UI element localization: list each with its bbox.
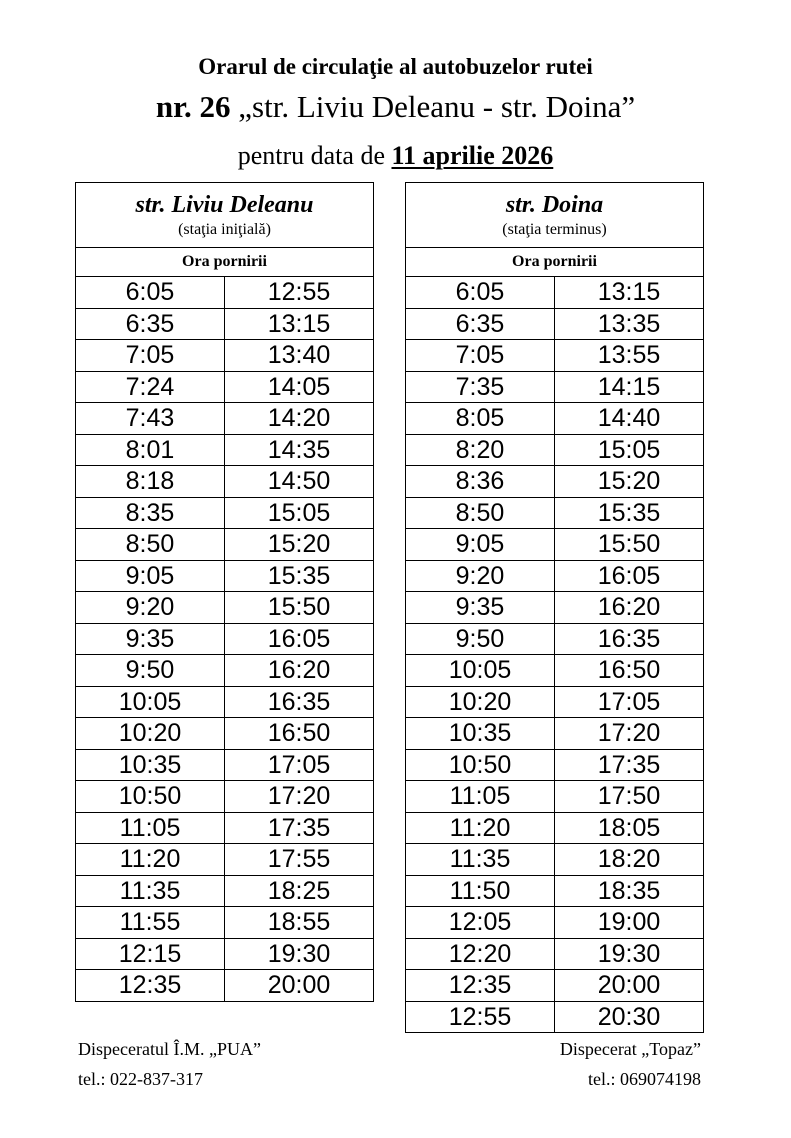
departure-time: 9:35 [406,592,555,624]
time-row [406,686,704,718]
time-row [406,277,704,309]
time-row [76,812,374,844]
route-number: nr. 26 [155,89,231,124]
departure-time: 11:20 [406,812,555,844]
departure-time: 14:20 [225,403,374,435]
departure-time: 12:05 [406,907,555,939]
departure-time: 9:50 [406,623,555,655]
time-row [406,497,704,529]
left-times-body [76,277,374,1002]
departure-time: 6:05 [406,277,555,309]
left-phone: tel.: 022-837-317 [78,1069,203,1089]
departure-time: 16:05 [225,623,374,655]
departure-time: 10:05 [76,686,225,718]
time-row [76,529,374,561]
departure-time: 14:40 [555,403,704,435]
time-row [76,970,374,1002]
date-line [0,141,791,171]
departure-time: 7:35 [406,371,555,403]
departure-time: 16:35 [225,686,374,718]
time-row [406,749,704,781]
left-departure-header: Ora pornirii [76,248,374,277]
departure-time: 8:05 [406,403,555,435]
left-stop-header [76,183,374,248]
time-row [406,403,704,435]
departure-time: 8:18 [76,466,225,498]
departure-time: 8:20 [406,434,555,466]
departure-time: 17:20 [555,718,704,750]
time-row [76,686,374,718]
departure-time: 15:50 [225,592,374,624]
time-row [406,371,704,403]
departure-time: 11:35 [76,875,225,907]
departure-time: 10:50 [406,749,555,781]
time-row [406,970,704,1002]
departure-time: 8:35 [76,497,225,529]
departure-time: 17:50 [555,781,704,813]
departure-time: 16:20 [225,655,374,687]
departure-time: 8:36 [406,466,555,498]
departure-time: 14:35 [225,434,374,466]
departure-time: 10:35 [406,718,555,750]
time-row [76,434,374,466]
departure-time: 19:30 [555,938,704,970]
departure-time: 10:50 [76,781,225,813]
departure-time: 15:05 [555,434,704,466]
time-row [406,844,704,876]
departure-time: 15:05 [225,497,374,529]
time-row [406,875,704,907]
departure-time: 6:05 [76,277,225,309]
departure-time: 9:50 [76,655,225,687]
time-row [406,655,704,687]
departure-time: 11:20 [76,844,225,876]
time-row [76,403,374,435]
right-departure-header: Ora pornirii [406,248,704,277]
departure-time: 9:05 [406,529,555,561]
right-schedule-table [405,182,704,1033]
departure-time: 10:05 [406,655,555,687]
time-row [76,277,374,309]
departure-time: 15:20 [555,466,704,498]
time-row [406,466,704,498]
departure-time: 12:55 [225,277,374,309]
departure-time: 9:20 [406,560,555,592]
time-row [406,308,704,340]
right-times-body [406,277,704,1033]
departure-time: 9:35 [76,623,225,655]
departure-time: 16:50 [555,655,704,687]
departure-time: 18:20 [555,844,704,876]
time-row [76,308,374,340]
time-row [76,844,374,876]
time-row [406,718,704,750]
time-row [76,466,374,498]
departure-time: 13:35 [555,308,704,340]
departure-time: 11:55 [76,907,225,939]
departure-time: 8:50 [76,529,225,561]
departure-time: 6:35 [76,308,225,340]
time-row [406,938,704,970]
time-row [406,781,704,813]
departure-time: 12:20 [406,938,555,970]
departure-time: 12:55 [406,1001,555,1033]
departure-time: 20:00 [225,970,374,1002]
right-stop-header [406,183,704,248]
time-row [406,907,704,939]
right-dispatcher: Dispecerat „Topaz” [559,1039,701,1059]
departure-time: 18:35 [555,875,704,907]
departure-time: 14:15 [555,371,704,403]
left-stop-type: (staţia iniţială) [178,221,271,238]
departure-time: 17:35 [555,749,704,781]
departure-time: 8:50 [406,497,555,529]
departure-time: 16:20 [555,592,704,624]
departure-time: 7:05 [406,340,555,372]
time-row [76,781,374,813]
departure-time: 17:20 [225,781,374,813]
time-row [406,592,704,624]
departure-time: 17:35 [225,812,374,844]
departure-time: 11:05 [406,781,555,813]
departure-time: 12:35 [406,970,555,1002]
departure-time: 15:50 [555,529,704,561]
departure-time: 9:05 [76,560,225,592]
left-schedule-table [75,182,374,1002]
departure-time: 8:01 [76,434,225,466]
departure-time: 7:24 [76,371,225,403]
departure-time: 12:15 [76,938,225,970]
departure-time: 10:20 [76,718,225,750]
departure-time: 15:20 [225,529,374,561]
time-row [406,560,704,592]
departure-time: 16:50 [225,718,374,750]
departure-time: 18:05 [555,812,704,844]
time-row [406,529,704,561]
time-row [76,497,374,529]
departure-time: 16:35 [555,623,704,655]
time-row [76,655,374,687]
departure-time: 17:05 [555,686,704,718]
departure-time: 20:00 [555,970,704,1002]
time-row [406,812,704,844]
departure-time: 13:40 [225,340,374,372]
departure-time: 12:35 [76,970,225,1002]
departure-time: 10:20 [406,686,555,718]
schedule-title: Orarul de circulaţie al autobuzelor rutei [198,54,593,79]
time-row [406,1001,704,1033]
right-stop-type: (staţia terminus) [502,221,607,238]
time-row [76,907,374,939]
departure-time: 19:00 [555,907,704,939]
departure-time: 15:35 [225,560,374,592]
right-phone: tel.: 069074198 [588,1069,701,1089]
departure-time: 18:25 [225,875,374,907]
time-row [76,875,374,907]
departure-time: 17:55 [225,844,374,876]
departure-time: 13:15 [225,308,374,340]
time-row [76,749,374,781]
departure-time: 14:50 [225,466,374,498]
departure-time: 18:55 [225,907,374,939]
departure-time: 20:30 [555,1001,704,1033]
time-row [76,718,374,750]
time-row [76,560,374,592]
time-row [406,340,704,372]
departure-time: 19:30 [225,938,374,970]
departure-time: 16:05 [555,560,704,592]
route-title [0,89,791,125]
time-row [76,623,374,655]
time-row [406,434,704,466]
route-name: „str. Liviu Deleanu - str. Doina” [238,89,636,124]
departure-time: 14:05 [225,371,374,403]
left-dispatcher: Dispeceratul Î.M. „PUA” [78,1039,261,1059]
departure-time: 11:05 [76,812,225,844]
right-stop-name: str. Doina [505,192,604,218]
departure-time: 15:35 [555,497,704,529]
departure-time: 13:15 [555,277,704,309]
departure-time: 7:43 [76,403,225,435]
departure-time: 9:20 [76,592,225,624]
date-prefix: pentru data de [237,141,385,170]
left-stop-name: str. Liviu Deleanu [135,192,314,218]
time-row [76,371,374,403]
departure-time: 13:55 [555,340,704,372]
departure-time: 6:35 [406,308,555,340]
schedule-date: 11 aprilie 2026 [391,141,554,170]
time-row [406,623,704,655]
departure-time: 11:35 [406,844,555,876]
departure-time: 11:50 [406,875,555,907]
time-row [76,938,374,970]
departure-time: 7:05 [76,340,225,372]
time-row [76,340,374,372]
time-row [76,592,374,624]
departure-time: 10:35 [76,749,225,781]
departure-time: 17:05 [225,749,374,781]
